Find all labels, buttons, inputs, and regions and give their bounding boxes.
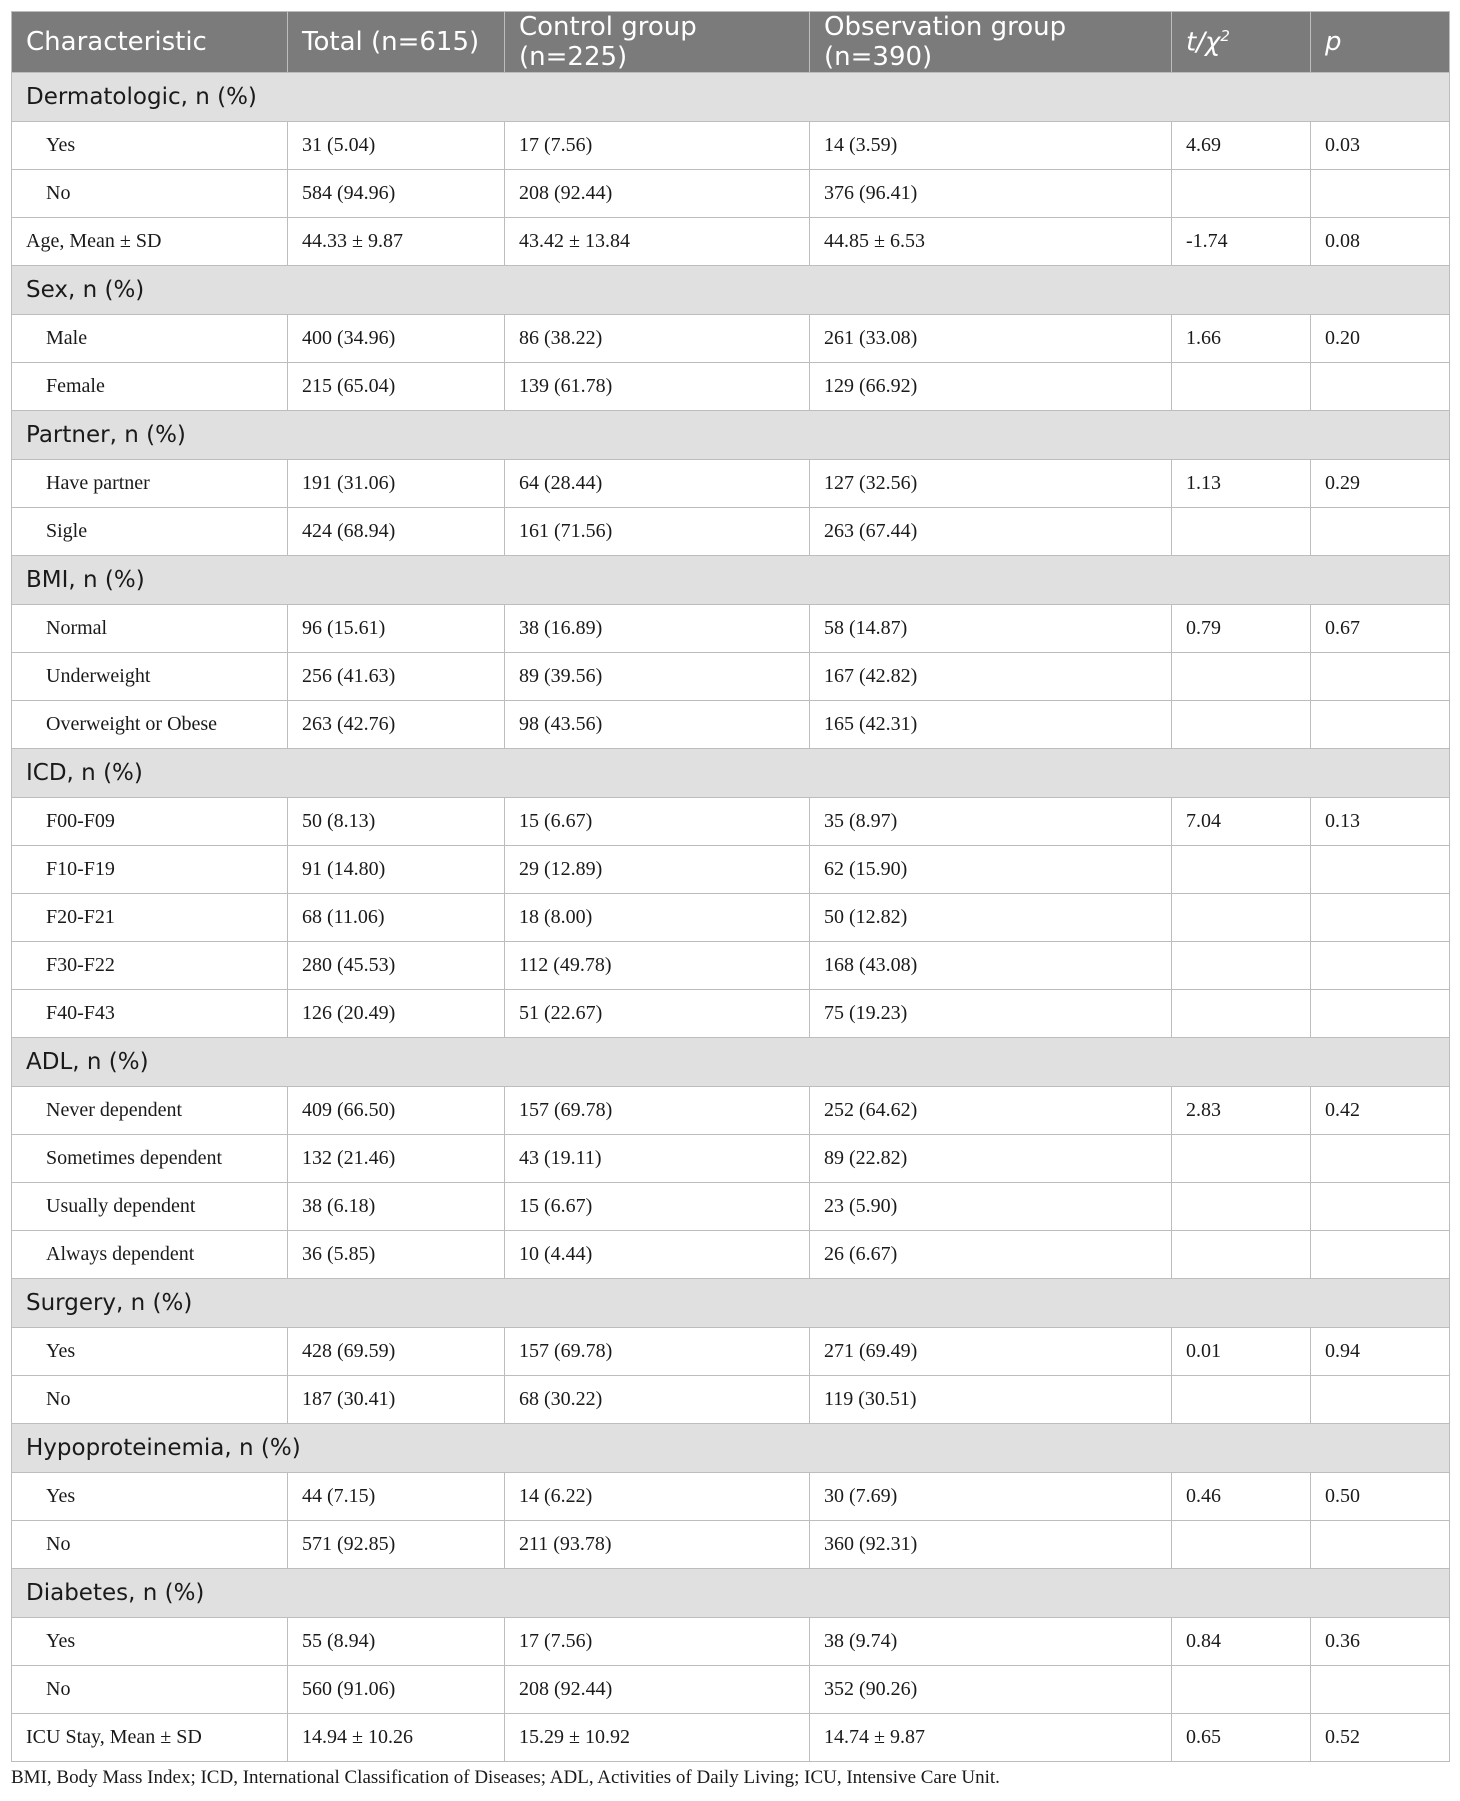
cell-control: 15 (6.67) [505, 798, 810, 846]
cell-p-value [1311, 1376, 1450, 1424]
cell-control: 43 (19.11) [505, 1135, 810, 1183]
cell-p-value [1311, 990, 1450, 1038]
cell-observation: 30 (7.69) [810, 1473, 1172, 1521]
cell-observation: 352 (90.26) [810, 1666, 1172, 1714]
row-label: F10-F19 [12, 846, 288, 894]
cell-statistic [1172, 170, 1311, 218]
cell-total: 584 (94.96) [288, 170, 505, 218]
table-footnote: BMI, Body Mass Index; ICD, International Classification of Diseases; ADL, Activities of Daily Living; ICU, Intensive Care Unit. [11, 1767, 1000, 1788]
section-label: Surgery, n (%) [12, 1279, 1450, 1328]
section-row [12, 1569, 1450, 1618]
cell-observation: 14 (3.59) [810, 122, 1172, 170]
cell-statistic: 4.69 [1172, 122, 1311, 170]
cell-observation: 14.74 ± 9.87 [810, 1714, 1172, 1762]
cell-p-value [1311, 508, 1450, 556]
cell-total: 68 (11.06) [288, 894, 505, 942]
cell-observation: 44.85 ± 6.53 [810, 218, 1172, 266]
table-row [12, 170, 1450, 218]
row-label: Sigle [12, 508, 288, 556]
cell-p-value: 0.13 [1311, 798, 1450, 846]
row-label: F20-F21 [12, 894, 288, 942]
cell-p-value: 0.67 [1311, 605, 1450, 653]
table-body [12, 73, 1450, 1762]
header-observation: Observation group (n=390) [810, 12, 1172, 73]
header-stat-t: t/ [1186, 27, 1205, 58]
section-row [12, 749, 1450, 798]
cell-statistic: 1.66 [1172, 315, 1311, 363]
cell-total: 280 (45.53) [288, 942, 505, 990]
cell-control: 18 (8.00) [505, 894, 810, 942]
table-row [12, 1183, 1450, 1231]
cell-statistic [1172, 942, 1311, 990]
table-row [12, 122, 1450, 170]
section-label: Hypoproteinemia, n (%) [12, 1424, 1450, 1473]
cell-observation: 261 (33.08) [810, 315, 1172, 363]
cell-total: 126 (20.49) [288, 990, 505, 1038]
cell-total: 44.33 ± 9.87 [288, 218, 505, 266]
header-p: p [1311, 12, 1450, 73]
cell-p-value: 0.03 [1311, 122, 1450, 170]
cell-statistic: 0.79 [1172, 605, 1311, 653]
table-row [12, 1328, 1450, 1376]
cell-p-value: 0.08 [1311, 218, 1450, 266]
cell-statistic: 2.83 [1172, 1087, 1311, 1135]
cell-observation: 58 (14.87) [810, 605, 1172, 653]
section-row [12, 1279, 1450, 1328]
cell-control: 208 (92.44) [505, 1666, 810, 1714]
row-label: Usually dependent [12, 1183, 288, 1231]
table-container [11, 11, 1449, 1762]
section-label: ICD, n (%) [12, 749, 1450, 798]
cell-p-value: 0.50 [1311, 1473, 1450, 1521]
header-stat-sup: 2 [1220, 26, 1230, 45]
cell-control: 89 (39.56) [505, 653, 810, 701]
cell-total: 44 (7.15) [288, 1473, 505, 1521]
cell-total: 560 (91.06) [288, 1666, 505, 1714]
cell-p-value [1311, 942, 1450, 990]
row-label: F30-F22 [12, 942, 288, 990]
section-label: Partner, n (%) [12, 411, 1450, 460]
cell-observation: 23 (5.90) [810, 1183, 1172, 1231]
cell-p-value: 0.36 [1311, 1618, 1450, 1666]
cell-total: 31 (5.04) [288, 122, 505, 170]
row-label: Female [12, 363, 288, 411]
cell-statistic [1172, 1376, 1311, 1424]
cell-control: 98 (43.56) [505, 701, 810, 749]
cell-statistic: 0.01 [1172, 1328, 1311, 1376]
table-row [12, 1521, 1450, 1569]
cell-observation: 119 (30.51) [810, 1376, 1172, 1424]
section-row [12, 266, 1450, 315]
cell-control: 157 (69.78) [505, 1087, 810, 1135]
table-row [12, 1376, 1450, 1424]
cell-observation: 168 (43.08) [810, 942, 1172, 990]
header-control: Control group (n=225) [505, 12, 810, 73]
cell-total: 91 (14.80) [288, 846, 505, 894]
cell-statistic [1172, 846, 1311, 894]
section-label: Diabetes, n (%) [12, 1569, 1450, 1618]
cell-p-value [1311, 846, 1450, 894]
table-row [12, 942, 1450, 990]
cell-total: 256 (41.63) [288, 653, 505, 701]
cell-total: 409 (66.50) [288, 1087, 505, 1135]
cell-p-value [1311, 170, 1450, 218]
table-row [12, 1135, 1450, 1183]
cell-p-value: 0.42 [1311, 1087, 1450, 1135]
table-row [12, 701, 1450, 749]
section-row [12, 1424, 1450, 1473]
table-row [12, 798, 1450, 846]
cell-control: 15.29 ± 10.92 [505, 1714, 810, 1762]
cell-total: 191 (31.06) [288, 460, 505, 508]
cell-p-value [1311, 1521, 1450, 1569]
header-row [12, 12, 1450, 73]
cell-p-value [1311, 701, 1450, 749]
section-label: Dermatologic, n (%) [12, 73, 1450, 122]
characteristics-table [11, 11, 1450, 1762]
cell-observation: 263 (67.44) [810, 508, 1172, 556]
cell-p-value [1311, 1135, 1450, 1183]
table-row [12, 1666, 1450, 1714]
cell-p-value: 0.20 [1311, 315, 1450, 363]
table-row [12, 1231, 1450, 1279]
row-label: Yes [12, 1473, 288, 1521]
table-row [12, 363, 1450, 411]
header-characteristic: Characteristic [12, 12, 288, 73]
cell-p-value: 0.52 [1311, 1714, 1450, 1762]
table-row [12, 1714, 1450, 1762]
cell-statistic [1172, 1666, 1311, 1714]
section-label: ADL, n (%) [12, 1038, 1450, 1087]
cell-control: 139 (61.78) [505, 363, 810, 411]
cell-control: 10 (4.44) [505, 1231, 810, 1279]
cell-control: 211 (93.78) [505, 1521, 810, 1569]
row-label: No [12, 1521, 288, 1569]
cell-observation: 167 (42.82) [810, 653, 1172, 701]
cell-control: 15 (6.67) [505, 1183, 810, 1231]
row-label: Yes [12, 1618, 288, 1666]
header-total: Total (n=615) [288, 12, 505, 73]
cell-control: 68 (30.22) [505, 1376, 810, 1424]
row-label: Yes [12, 1328, 288, 1376]
cell-observation: 271 (69.49) [810, 1328, 1172, 1376]
row-label: No [12, 1666, 288, 1714]
cell-control: 38 (16.89) [505, 605, 810, 653]
cell-statistic: 0.65 [1172, 1714, 1311, 1762]
table-row [12, 1473, 1450, 1521]
cell-observation: 376 (96.41) [810, 170, 1172, 218]
cell-observation: 35 (8.97) [810, 798, 1172, 846]
cell-total: 96 (15.61) [288, 605, 505, 653]
table-row [12, 605, 1450, 653]
section-row [12, 73, 1450, 122]
cell-p-value [1311, 1183, 1450, 1231]
cell-observation: 89 (22.82) [810, 1135, 1172, 1183]
cell-control: 43.42 ± 13.84 [505, 218, 810, 266]
cell-total: 36 (5.85) [288, 1231, 505, 1279]
cell-observation: 252 (64.62) [810, 1087, 1172, 1135]
cell-total: 428 (69.59) [288, 1328, 505, 1376]
cell-total: 263 (42.76) [288, 701, 505, 749]
cell-statistic [1172, 1135, 1311, 1183]
cell-total: 38 (6.18) [288, 1183, 505, 1231]
table-row [12, 894, 1450, 942]
table-row [12, 653, 1450, 701]
cell-statistic: -1.74 [1172, 218, 1311, 266]
section-row [12, 411, 1450, 460]
cell-control: 17 (7.56) [505, 122, 810, 170]
section-label: BMI, n (%) [12, 556, 1450, 605]
cell-observation: 165 (42.31) [810, 701, 1172, 749]
cell-p-value: 0.29 [1311, 460, 1450, 508]
row-label: Have partner [12, 460, 288, 508]
row-label: Age, Mean ± SD [12, 218, 288, 266]
cell-total: 215 (65.04) [288, 363, 505, 411]
cell-total: 50 (8.13) [288, 798, 505, 846]
cell-observation: 62 (15.90) [810, 846, 1172, 894]
cell-control: 17 (7.56) [505, 1618, 810, 1666]
cell-observation: 360 (92.31) [810, 1521, 1172, 1569]
cell-p-value [1311, 894, 1450, 942]
row-label: Male [12, 315, 288, 363]
table-row [12, 846, 1450, 894]
cell-total: 400 (34.96) [288, 315, 505, 363]
cell-total: 187 (30.41) [288, 1376, 505, 1424]
table-row [12, 990, 1450, 1038]
table-row [12, 460, 1450, 508]
row-label: F40-F43 [12, 990, 288, 1038]
cell-p-value [1311, 363, 1450, 411]
cell-observation: 129 (66.92) [810, 363, 1172, 411]
cell-control: 112 (49.78) [505, 942, 810, 990]
cell-statistic: 0.84 [1172, 1618, 1311, 1666]
cell-control: 157 (69.78) [505, 1328, 810, 1376]
cell-total: 55 (8.94) [288, 1618, 505, 1666]
cell-control: 86 (38.22) [505, 315, 810, 363]
cell-p-value [1311, 653, 1450, 701]
cell-statistic: 1.13 [1172, 460, 1311, 508]
cell-control: 14 (6.22) [505, 1473, 810, 1521]
section-label: Sex, n (%) [12, 266, 1450, 315]
header-stat-chi: χ [1204, 27, 1221, 58]
cell-p-value [1311, 1231, 1450, 1279]
cell-control: 51 (22.67) [505, 990, 810, 1038]
table-row [12, 218, 1450, 266]
cell-observation: 38 (9.74) [810, 1618, 1172, 1666]
cell-total: 14.94 ± 10.26 [288, 1714, 505, 1762]
row-label: Always dependent [12, 1231, 288, 1279]
cell-statistic: 7.04 [1172, 798, 1311, 846]
cell-control: 208 (92.44) [505, 170, 810, 218]
cell-statistic [1172, 1231, 1311, 1279]
cell-statistic [1172, 508, 1311, 556]
row-label: Yes [12, 122, 288, 170]
cell-statistic [1172, 653, 1311, 701]
table-row [12, 315, 1450, 363]
section-row [12, 556, 1450, 605]
cell-observation: 127 (32.56) [810, 460, 1172, 508]
row-label: ICU Stay, Mean ± SD [12, 1714, 288, 1762]
row-label: Never dependent [12, 1087, 288, 1135]
section-row [12, 1038, 1450, 1087]
row-label: F00-F09 [12, 798, 288, 846]
row-label: Overweight or Obese [12, 701, 288, 749]
cell-control: 64 (28.44) [505, 460, 810, 508]
cell-observation: 75 (19.23) [810, 990, 1172, 1038]
cell-total: 132 (21.46) [288, 1135, 505, 1183]
cell-statistic [1172, 701, 1311, 749]
row-label: Underweight [12, 653, 288, 701]
cell-statistic [1172, 1521, 1311, 1569]
cell-p-value: 0.94 [1311, 1328, 1450, 1376]
cell-total: 571 (92.85) [288, 1521, 505, 1569]
cell-observation: 26 (6.67) [810, 1231, 1172, 1279]
cell-statistic: 0.46 [1172, 1473, 1311, 1521]
row-label: Sometimes dependent [12, 1135, 288, 1183]
cell-control: 29 (12.89) [505, 846, 810, 894]
row-label: No [12, 1376, 288, 1424]
table-row [12, 1087, 1450, 1135]
header-statistic [1172, 12, 1311, 73]
cell-statistic [1172, 894, 1311, 942]
cell-p-value [1311, 1666, 1450, 1714]
cell-control: 161 (71.56) [505, 508, 810, 556]
cell-observation: 50 (12.82) [810, 894, 1172, 942]
table-row [12, 1618, 1450, 1666]
cell-statistic [1172, 1183, 1311, 1231]
row-label: No [12, 170, 288, 218]
cell-statistic [1172, 363, 1311, 411]
table-row [12, 508, 1450, 556]
row-label: Normal [12, 605, 288, 653]
cell-total: 424 (68.94) [288, 508, 505, 556]
cell-statistic [1172, 990, 1311, 1038]
